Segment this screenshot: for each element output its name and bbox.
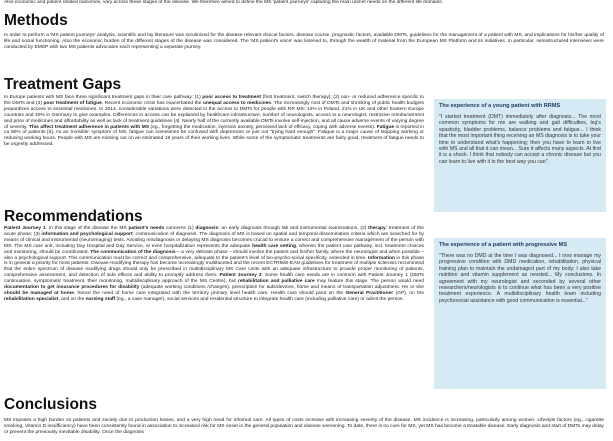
recommendations-heading: Recommendations xyxy=(4,208,143,225)
young-patient-experience-box xyxy=(434,99,606,212)
methods-heading: Methods xyxy=(4,12,68,29)
treatment-gaps-text: In Europe patients with MS face three significant treatment gaps in their care pathway: (1) poor access to treatment (first treatment, switch therapy); (2) non- or reduced adherence specific to the DMTs and (3) poor treatment of fatigue. Recent economic crisis has exacerbated the unequal access to medicines. The increasingly cost of DMTs and shrinking of public health budgets jeopardizes access to essential medicines. In 2014, considerable variations were detected in the access to DMTs for people with RR MS: 13% in Poland, 21% in UK and other Eastern Europe countries and 40% in Germany to give examples. Differences in access can be explained by healthcare infrastructure, number of neurologists, access to a neurologist, restrictive reimbursement and price of medicines and affordability as well as lack of treatment guidelines [4]. Nearly half of the currently available DMTs involve self-injection, and all cause adverse events of varying degree of severity. This affect treatment adherence in patients with MS (eg., forgetting the medication, injection anxiety, perceived lack of efficacy, coping with adverse events). Fatigue is reported in ca 90% of patients [5]. As an 'invisible' symptom of MS, fatigue can sometimes be confused with depression or just not "trying hard enough". Fatigue is a major cause of stopping working or reducing working hours. People with MS are missing out on an estimated 18 years of their working lives. While some of the symptomatic treatments are fairly good, treatment of fatigue needs to be urgently addressed. xyxy=(4,95,424,148)
conclusions-heading: Conclusions xyxy=(4,396,98,413)
young-patient-quote: "I started treatment (DMT) immediately after diagnosis... The most common symptoms for me are walking and gait difficulties, leg's spasticity, bladder problems, balance problems and fatigue... I think that the most important thing receiving an MS diagnosis is to take your time to understand what's happening; then you have to learn to live with MS and all that it can mean... Sure it affects many aspects. At first it is a shock. I think that nobody can accept a chronic disease but you can learn to live with it in the best way you can". xyxy=(439,114,601,165)
treatment-gaps-heading: Treatment Gaps xyxy=(4,76,122,93)
intro-text: Also economic and patient related outcomes, vary across these stages of the disease. We therefore aimed to define the MS 'patient journeys' capturing the main unmet needs on the different life domains. xyxy=(4,0,444,5)
recommendations-text xyxy=(4,226,424,303)
patient-journey-1-paragraph: Patient Journey 1: In this stage of the disease the MS patient's needs concerns (1) diagnosis: an early diagnosis through lab and instrumental examinations, (2) therapy: treatment of the acute phase; (3) information and psychological support: communication of diagnosis. The diagnosis of MS is based on spatial and temporal dissemination criteria which are searched for by means of clinical and instrumental (neuroimaging) tests. Avoiding misdiagnosis or delaying MS diagnosis becomes crucial to ensure a correct and comprehensive management of the person with MS. The MS care unit, including Day Hospital and Day Service, or even hospitalization represents the adequate health care setting, wherein the patient care pathway, incl. treatment choices and monitoring, should be coordinated. The communication of the diagnosis – a very delicate phase – should involve the patient and his/her family, where the neurologist and when possible – also a psychological support. This communication must be correct and comprehensive, adequate to the patient's level of bio-psycho-social specificity, extended in time. Information in this phase is in general a priority for most patients. Disease-modifying therapy has become increasingly multifaceted and the recent ECTRIMS-EAN guidelines for treatment of multiple sclerosis recommend that the entire spectrum of disease modifying drugs should only be prescribed in multidisciplinary MS Care Units with an adequate infrastructure to provide proper monitoring of patients, comprehensive assessment, and detection of side effects and ability to promptly address them. Patient Journey 2: Some health care needs are in common with Patient Journey 1 (DMTs continuation, symptomatic treatment, their monitoring, multidisciplinary approach of the MS Centre), but rehabilitation and palliative care may feature this stage. The person would need documentation to get insurance procedures for disability (adequate working conditions /changes), prescription for aids/devices, home and means of transportation adjustment. He or she should be managed at home, hence the need of home care integrated with the territory primary level health care. Health care should pivot on the General Practitioner (GP), on the rehabilitation specialist, and on the nursing staff (eg., a case manager), social services and residential structure to integrate health care (including palliative care) or admit the person. xyxy=(4,226,425,302)
methods-text: In order to perform a 'MS patient journeys' analysis, scientific and lay literature was scrutinized for the disease relevant clinical factors, disease course, prognostic factors, available DMTs, guidelines for the management of a patient with MS, and implications for his/her quality of life and social functioning. Also the economic burden of the different stages of the disease was considered. The 'MS patient's voice' was listened to, through the wealth of material from the European MS Platform and its initiatives. In particular, semistructured interviews were conducted by EMSP with two MS patients advocates each representing a separate journey. xyxy=(4,33,604,50)
progressive-patient-quote: "There was no DMD at the time I was diagnosed... I now manage my progressive condition with DMD medication, rehabilitation, physical training plan to maintain the undamaged part of my body; I also take nutrition and vitamin supplement as needed... My conclusions. In agreement with my neurologist and seconded by several other researchers/neurologists is to continue what has been a very positive treatment experience. A multidisciplinary health team including psychosocial assistance with good communication is essential..." xyxy=(439,253,601,304)
progressive-patient-box-title: The experience of a patient with progressive MS xyxy=(439,242,568,248)
progressive-patient-experience-box xyxy=(434,238,606,389)
document-page xyxy=(4,0,610,441)
young-patient-box-title: The experience of a young patient with RRMS xyxy=(439,103,561,109)
conclusions-text: MS imposes a high burden on patients and society due to production losses, and a very high need for informal care. All types of costs increase with increasing severity of the disease. MS incidence is increasing, particularly among women. Lifestyle factors (eg., cigarette smoking, Vitamin D insufficiency) have been consistently found in association to increased risk for MS onset in the general population and disease worsening. To date, there is no cure for MS, yet MS has become a treatable disease. Early diagnosis and start of DMTs may delay or prevent the previously inevitable disability. Once the diagnosis xyxy=(4,418,604,435)
